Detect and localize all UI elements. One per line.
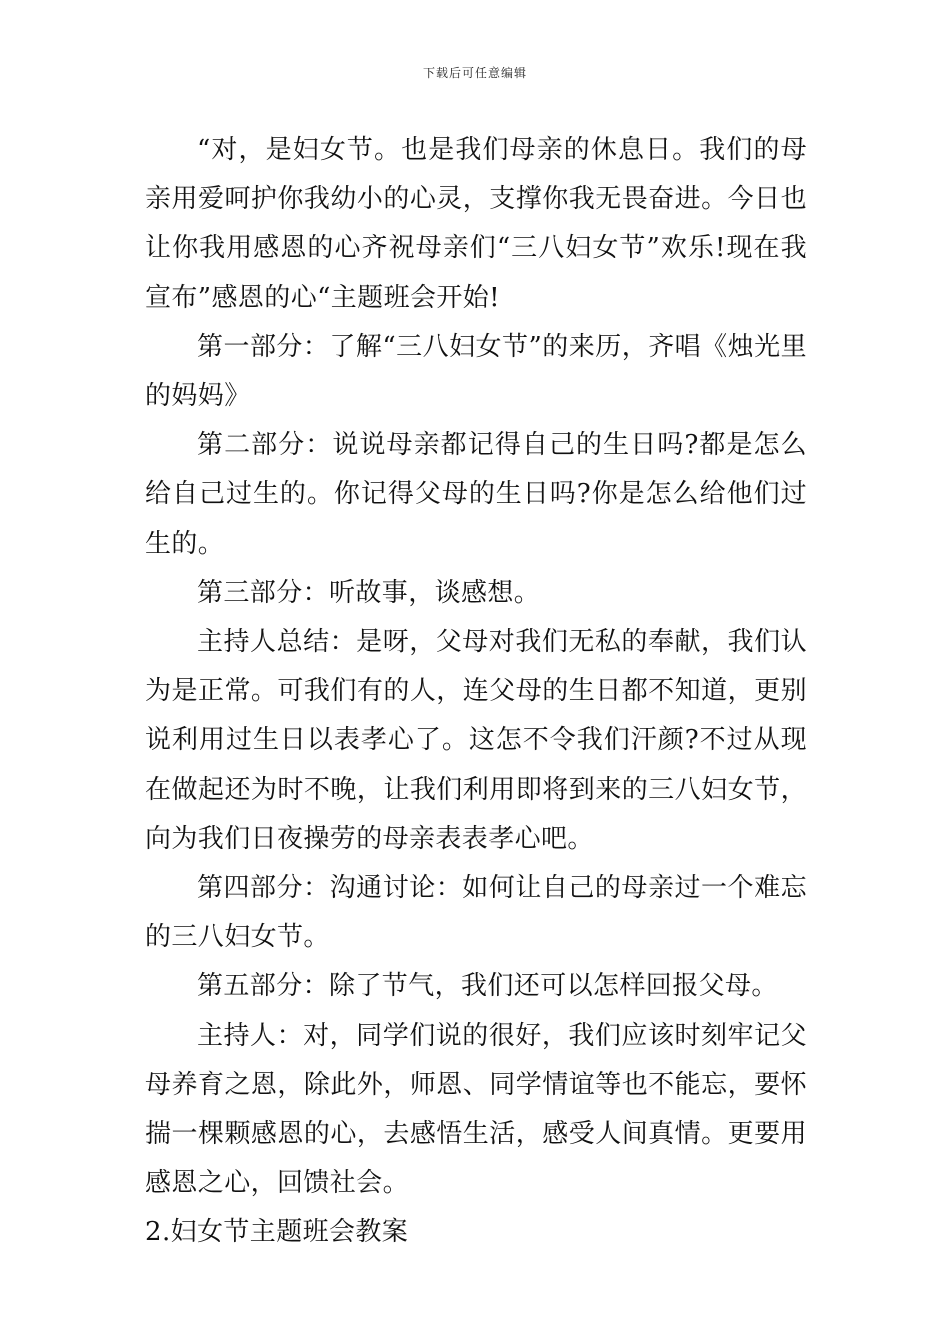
paragraph-host-summary: 主持人总结：是呀，父母对我们无私的奉献，我们认为是正常。可我们有的人，连父母的生日都不知道，更别说利用过生日以表孝心了。这怎不令我们汗颜?不过从现在做起还为时不晚，让我们利用即将到来的三八妇女节，向为我们日夜操劳的母亲表表孝心吧。 <box>145 627 807 854</box>
paragraph-part-five: 第五部分：除了节气，我们还可以怎样回报父母。 <box>197 971 778 1002</box>
paragraph-part-one: 第一部分：了解“三八妇女节”的来历，齐唱《烛光里的妈妈》 <box>145 331 807 412</box>
page-header: 下载后可任意编辑 <box>422 66 527 80</box>
paragraph-part-three: 第三部分：听故事，谈感想。 <box>197 577 541 608</box>
paragraph-host-closing: 主持人：对，同学们说的很好，我们应该时刻牢记父母养育之恩，除此外，师恩、同学情谊等也不能忘，要怀揣一棵颗感恩的心，去感悟生活，感受人间真情。更要用感恩之心，回馈社会。 <box>145 1020 807 1199</box>
section-heading: 2.妇女节主题班会教案 <box>145 1217 409 1248</box>
document-body <box>145 126 807 1258</box>
paragraph-part-two: 第二部分：说说母亲都记得自己的生日吗?都是怎么给自己过生的。你记得父母的生日吗?你是怎么给他们过生的。 <box>145 430 807 559</box>
paragraph-intro: “对，是妇女节。也是我们母亲的休息日。我们的母亲用爱呵护你我幼小的心灵，支撑你我无畏奋进。今日也让你我用感恩的心齐祝母亲们“三八妇女节”欢乐!现在我宣布”感恩的心“主题班会开始! <box>145 135 807 313</box>
paragraph-part-four: 第四部分：沟通讨论：如何让自己的母亲过一个难忘的三八妇女节。 <box>145 873 807 953</box>
